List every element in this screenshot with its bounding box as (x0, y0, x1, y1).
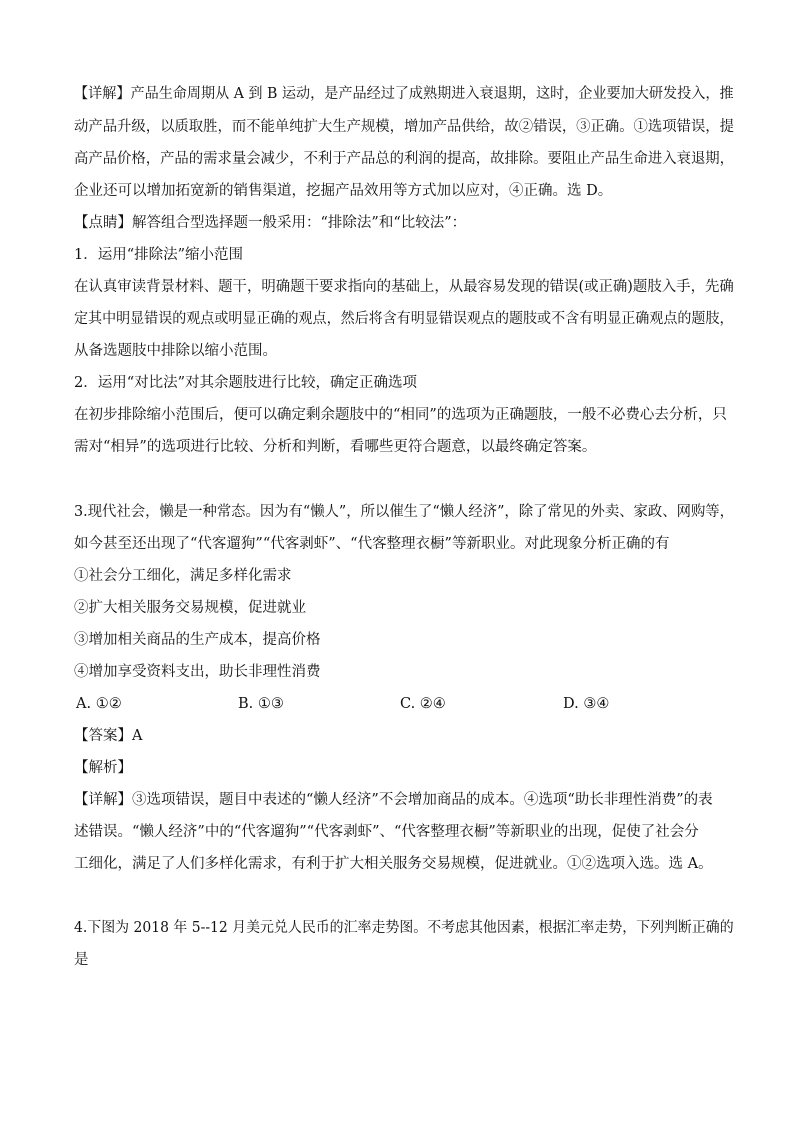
tips-line: 在认真审读背景材料、题干，明确题干要求指向的基础上，从最容易发现的错误(或正确)题肢入手，先确 (74, 279, 734, 295)
detail-line: 【详解】③选项错误，题目中表述的“懒人经济”不会增加商品的成本。④选项“助长非理性消费”的表 (74, 792, 713, 808)
tips-line: 从备选题肢中排除以缩小范围。 (74, 343, 277, 359)
option-b: B. ①③ (238, 696, 284, 712)
explain-line: 【详解】产品生命周期从 A 到 B 运动，是产品经过了成熟期进入衰退期，这时，企业要加大研发投入，推 (74, 86, 734, 102)
question-3-item: ③增加相关商品的生产成本，提高价格 (74, 632, 321, 648)
question-3-item: ④增加享受资料支出，助长非理性消费 (74, 664, 321, 680)
question-3-item: ②扩大相关服务交易规模，促进就业 (74, 600, 306, 616)
question-3-item: ①社会分工细化，满足多样化需求 (74, 568, 292, 584)
tips-line: 2．运用“对比法”对其余题肢进行比较，确定正确选项 (74, 375, 418, 391)
explain-line: 企业还可以增加拓宽新的销售渠道，挖掘产品效用等方式加以应对，④正确。选 D。 (74, 183, 613, 199)
tips-line: 1．运用“排除法”缩小范围 (74, 247, 244, 263)
tips-line: 定其中明显错误的观点或明显正确的观点，然后将含有明显错误观点的题肢或不含有明显正确观点的题肢， (74, 311, 734, 327)
question-3-stem: 3.现代社会，懒是一种常态。因为有“懒人”，所以催生了“懒人经济”，除了常见的外卖、家政、网购等， (74, 504, 734, 520)
explain-line: 动产品升级，以质取胜，而不能单纯扩大生产规模，增加产品供给，故②错误，③正确。①选项错误，提 (74, 119, 734, 135)
option-c: C. ②④ (400, 696, 446, 712)
answer-label: 【答案】A (74, 728, 143, 744)
detail-line: 工细化，满足了人们多样化需求，有利于扩大相关服务交易规模，促进就业。①②选项入选。选 A。 (74, 856, 713, 872)
tips-heading: 【点睛】解答组合型选择题一般采用：“排除法”和“比较法”： (74, 215, 467, 231)
tips-line: 在初步排除缩小范围后，便可以确定剩余题肢中的“相同”的选项为正确题肢，一般不必费心去分析，只 (74, 407, 727, 423)
analysis-label: 【解析】 (74, 760, 132, 776)
option-a: A. ①② (76, 696, 122, 712)
explain-line: 高产品价格，产品的需求量会减少，不利于产品总的利润的提高，故排除。要阻止产品生命进入衰退期， (74, 151, 734, 167)
question-4-stem: 4.下图为 2018 年 5--12 月美元兑人民币的汇率走势图。不考虑其他因素，根据汇率走势，下列判断正确的 (74, 920, 734, 936)
question-3-stem: 如今甚至还出现了“代客遛狗”“代客剥虾”、“代客整理衣橱”等新职业。对此现象分析正确的有 (74, 536, 670, 552)
option-d: D. ③④ (563, 696, 610, 712)
tips-line: 需对“相异”的选项进行比较、分析和判断，看哪些更符合题意，以最终确定答案。 (74, 439, 597, 455)
detail-line: 述错误。“懒人经济”中的“代客遛狗”“代客剥虾”、“代客整理衣橱”等新职业的出现，促使了社会分 (74, 824, 699, 840)
question-4-stem: 是 (74, 952, 89, 968)
